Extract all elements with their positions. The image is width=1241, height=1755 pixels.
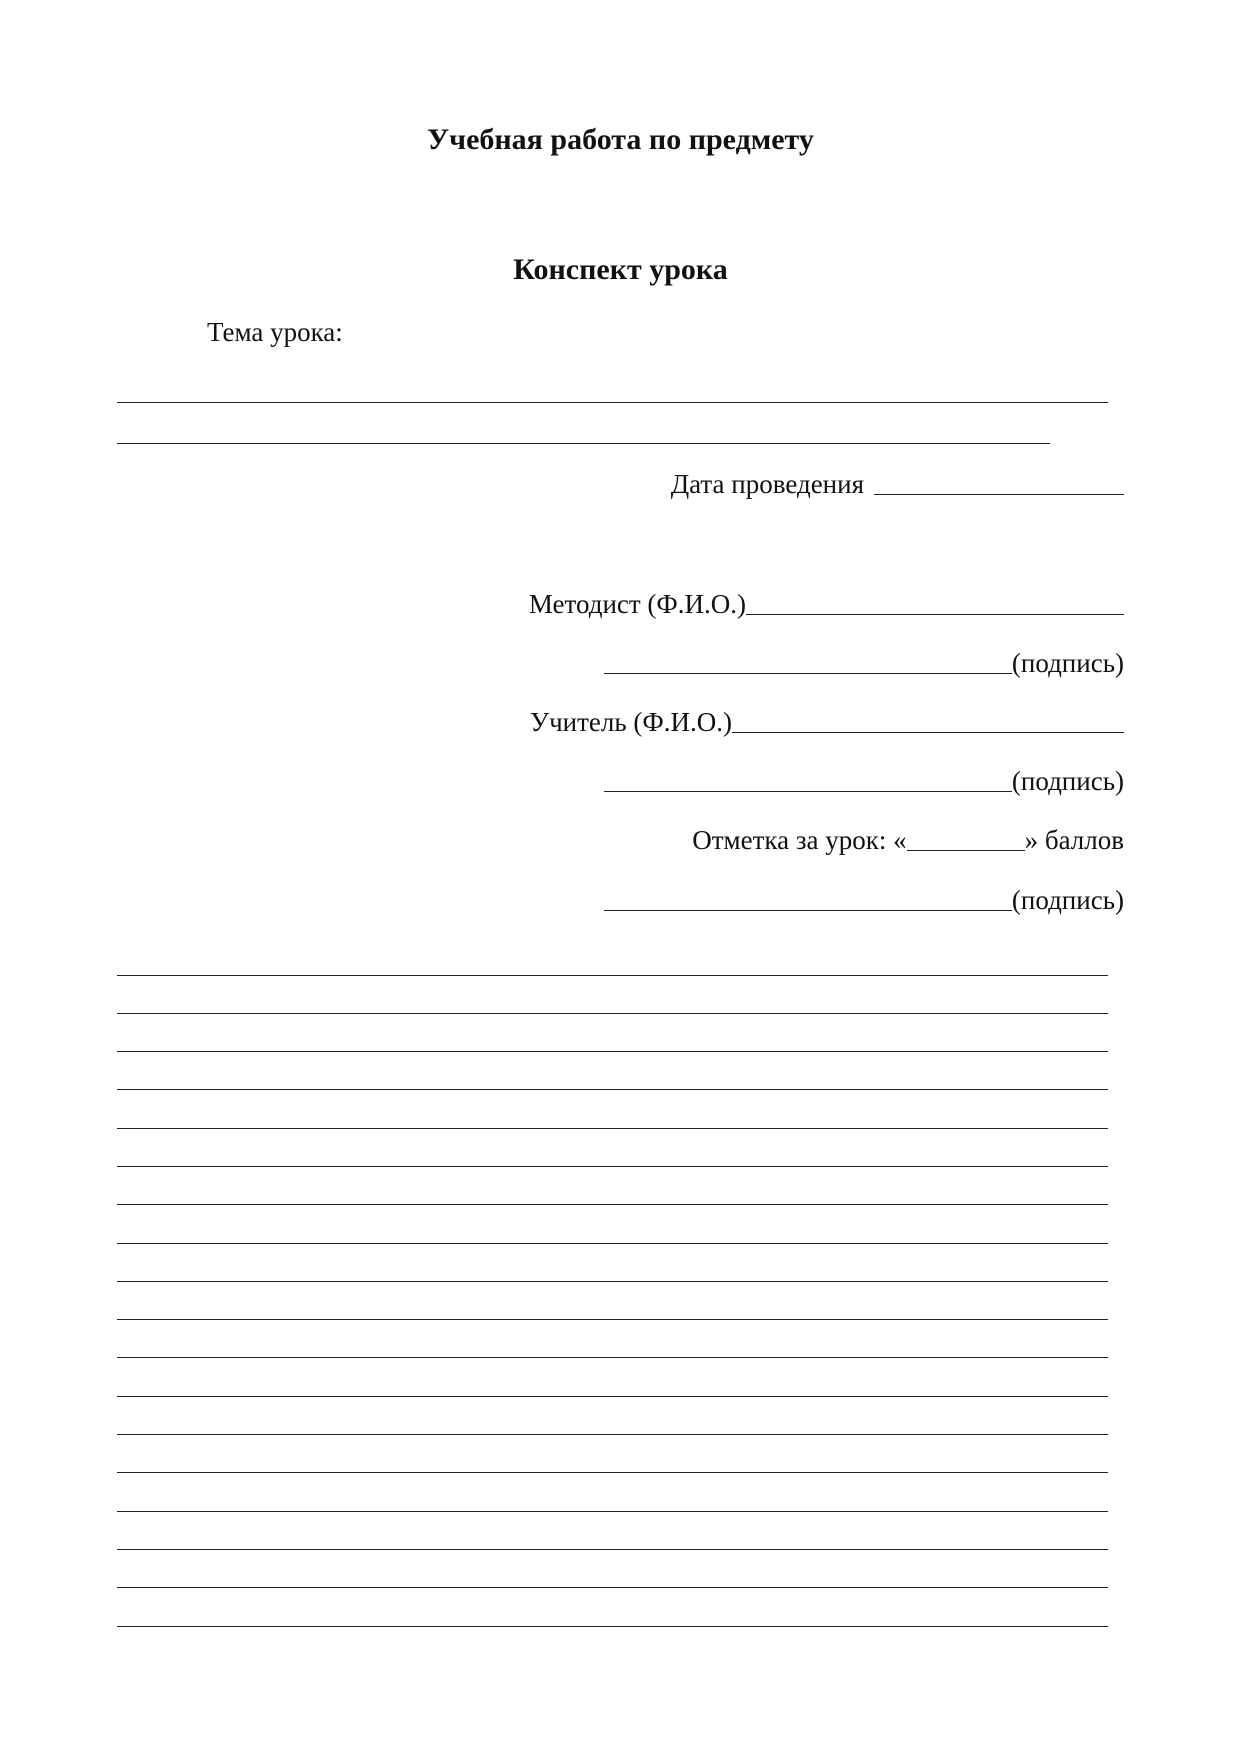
document-title: Учебная работа по предмету (427, 123, 814, 156)
notes-line[interactable] (117, 1511, 1108, 1512)
teacher-name-field[interactable] (732, 710, 1124, 733)
date-row (671, 468, 1124, 500)
methodist-signature-row (604, 647, 1124, 679)
grade-prefix: Отметка за урок: « (692, 825, 907, 855)
methodist-signature-field[interactable] (604, 651, 1012, 674)
grade-signature-field[interactable] (604, 888, 1012, 911)
notes-line[interactable] (117, 1472, 1108, 1473)
date-field[interactable] (874, 472, 1124, 495)
signature-label: (подпись) (1011, 648, 1124, 678)
topic-label: Тема урока: (207, 317, 343, 347)
notes-line[interactable] (117, 1128, 1108, 1129)
topic-line[interactable] (117, 402, 1108, 403)
notes-line[interactable] (117, 975, 1108, 976)
notes-line[interactable] (117, 1549, 1108, 1550)
notes-line[interactable] (117, 1396, 1108, 1397)
notes-line[interactable] (117, 1166, 1108, 1167)
grade-signature-row (604, 884, 1124, 916)
notes-line[interactable] (117, 1281, 1108, 1282)
teacher-row (530, 706, 1124, 738)
notes-line[interactable] (117, 1051, 1108, 1052)
notes-line[interactable] (117, 1626, 1108, 1627)
teacher-signature-field[interactable] (604, 769, 1012, 792)
methodist-row (529, 588, 1124, 620)
notes-line[interactable] (117, 1357, 1108, 1358)
teacher-label: Учитель (Ф.И.О.) (529, 707, 732, 737)
methodist-label: Методист (Ф.И.О.) (528, 589, 746, 619)
notes-line[interactable] (117, 1243, 1108, 1244)
grade-field[interactable] (907, 828, 1025, 851)
date-label: Дата проведения (670, 469, 864, 499)
notes-line[interactable] (117, 1319, 1108, 1320)
grade-row (692, 824, 1124, 856)
notes-line[interactable] (117, 1434, 1108, 1435)
signature-label: (подпись) (1011, 885, 1124, 915)
grade-suffix: » баллов (1024, 825, 1124, 855)
notes-line[interactable] (117, 1587, 1108, 1588)
notes-line[interactable] (117, 1089, 1108, 1090)
signature-label: (подпись) (1011, 766, 1124, 796)
document-subtitle: Конспект урока (513, 253, 728, 286)
teacher-signature-row (604, 765, 1124, 797)
methodist-name-field[interactable] (746, 592, 1124, 615)
notes-line[interactable] (117, 1204, 1108, 1205)
topic-line[interactable] (117, 443, 1050, 444)
notes-line[interactable] (117, 1013, 1108, 1014)
